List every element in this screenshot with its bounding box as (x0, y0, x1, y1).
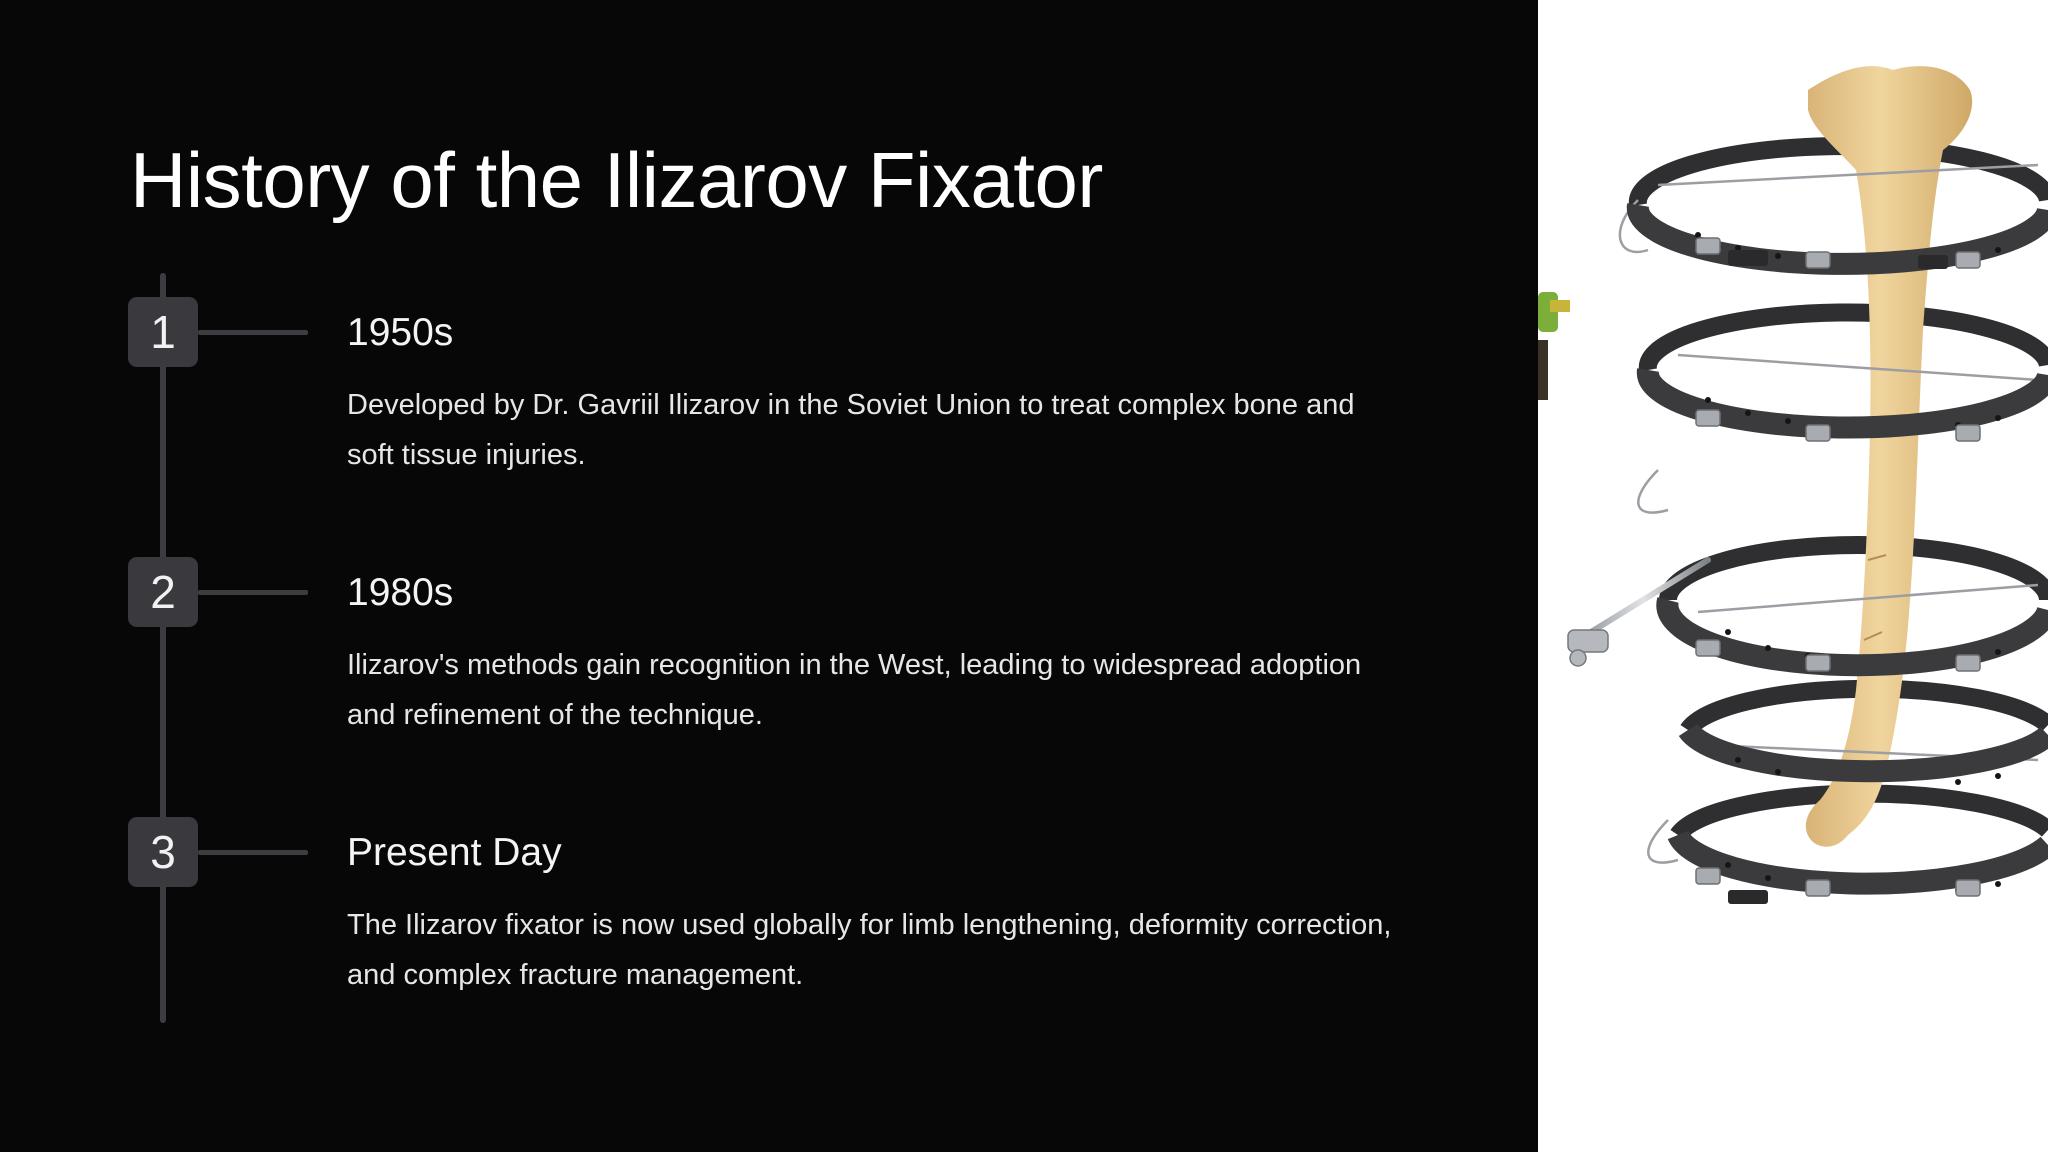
bone-shape (1806, 66, 1972, 847)
timeline-vertical-line (160, 273, 166, 1023)
step-number-badge: 2 (128, 557, 198, 627)
step-connector-line (198, 330, 308, 335)
step-connector-line (198, 850, 308, 855)
step-number-badge: 3 (128, 817, 198, 887)
step-connector-line (198, 590, 308, 595)
step-heading: 1950s (347, 311, 454, 354)
step-number-badge: 1 (128, 297, 198, 367)
fixator-image-panel (1538, 0, 2048, 1152)
step-description: The Ilizarov fixator is now used globally for limb lengthening, deformity correction, and complex fracture management. (347, 909, 1392, 991)
step-description: Ilizarov's methods gain recognition in the West, leading to widespread adoption and refinement of the technique. (347, 649, 1362, 731)
step-heading: Present Day (347, 831, 562, 874)
ilizarov-fixator-illustration (1538, 0, 2048, 1152)
slide-title: History of the Ilizarov Fixator (130, 136, 1103, 224)
step-description: Developed by Dr. Gavriil Ilizarov in the Soviet Union to treat complex bone and soft tissue injuries. (347, 389, 1355, 471)
partial-device-shape (1538, 292, 1570, 400)
step-heading: 1980s (347, 571, 454, 614)
